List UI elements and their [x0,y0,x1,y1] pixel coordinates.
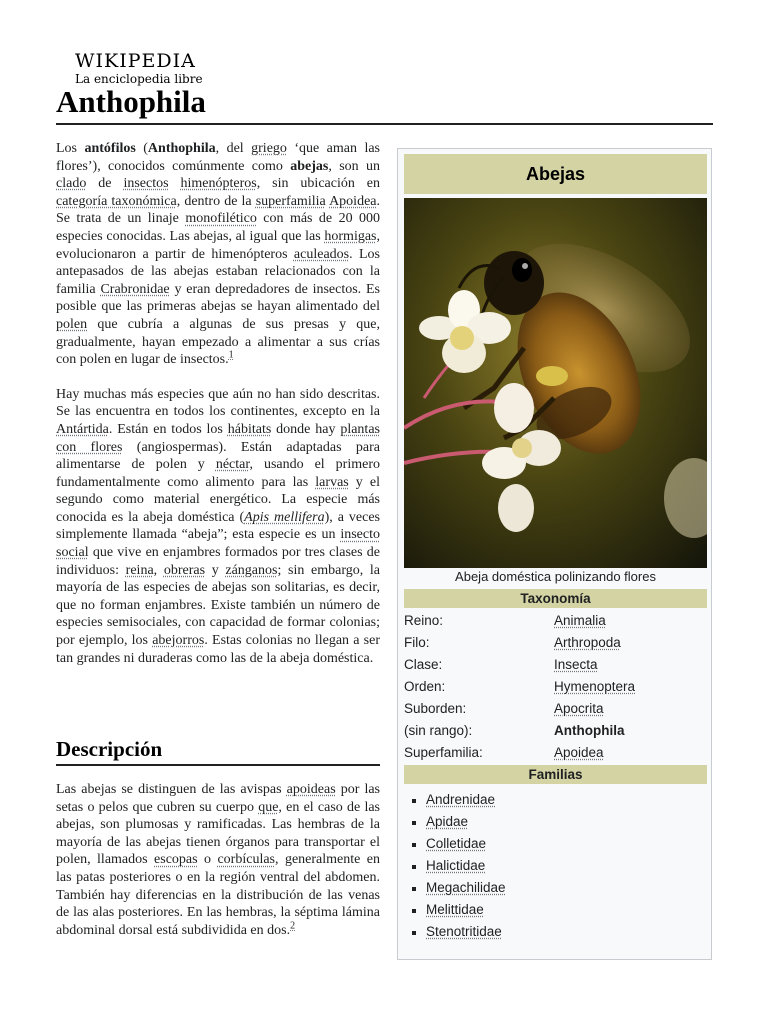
taxonomy-rank: Filo: [404,635,430,650]
intro-paragraph-1 [56,140,380,369]
taxobox-title: Abejas [404,154,707,194]
article-link[interactable]: griego [251,141,287,156]
article-link[interactable]: zánganos [225,562,278,578]
article-link[interactable]: clado [56,176,87,192]
article-link[interactable]: corbículas [217,852,275,868]
taxonomy-row [404,610,707,632]
title-divider [56,123,713,125]
article-link[interactable]: Apis mellifera [244,509,325,525]
taxonomy-rank: Superfamilia: [404,745,483,760]
article-link[interactable]: Crabronidae [100,281,170,297]
reference-link[interactable]: 1 [228,349,234,361]
photo-caption: Abeja doméstica polinizando flores [455,569,656,584]
text-run: y eran depredadores de insectos. Es posible que las primeras abejas se hayan alimentado del [56,281,380,315]
article-link[interactable]: plantas con flores [56,421,380,455]
taxonomy-value[interactable]: Hymenoptera [554,679,636,694]
text-run: por las setas o pelos que cubren su cuerpo [56,782,380,815]
description-paragraph-1 [56,781,380,939]
text-run: , generalmente en las patas posteriores o en la región ventral del abdomen. También hay diferencias en la distribución de las venas de las alas posteriores. En las hembras, la séptima lámina abdominal dorsal está subdividida en dos. [56,852,380,938]
family-link[interactable]: Halictidae [426,858,486,873]
text-run: donde hay [271,421,341,437]
text-run: que vive en enjambres formados por tres clases de individuos: [56,545,380,578]
article-link[interactable]: néctar [215,457,250,473]
taxonomy-value[interactable]: Apoidea [554,745,604,760]
article-link[interactable]: aculeados [293,246,350,262]
families-header: Familias [404,765,707,784]
text-run: , son un [328,158,380,174]
article-link[interactable]: escopas [154,852,198,868]
wikipedia-logo[interactable] [75,50,205,86]
taxonomy-row [404,698,707,720]
family-item [408,833,506,855]
taxonomy-rank: Suborden: [404,701,467,716]
family-link[interactable]: Apidae [426,814,469,829]
family-item [408,789,506,811]
logo-tagline: La enciclopedia libre [75,72,203,86]
families-list [408,789,506,943]
article-link[interactable]: hormigas [324,228,377,244]
intro-paragraph-2 [56,386,380,668]
intro-text [56,140,380,667]
text-run: que cubría a algunas de sus presas y que, gradualmente, hayan empezado a alimentar a sus crías con polen en lugar de insectos. [56,316,380,368]
text-run: . Se trata de un linaje [56,193,380,227]
taxonomy-row [404,720,707,742]
taxonomy-row [404,654,707,676]
taxonomy-rank: Reino: [404,613,444,628]
family-item [408,855,506,877]
text-run: , dentro de la [176,193,256,209]
article-link[interactable]: superfamilia [255,193,326,209]
text-run: , [153,562,164,578]
bold-term: Anthophila [147,141,216,156]
family-link[interactable]: Stenotritidae [426,924,502,939]
taxonomy-value[interactable]: Animalia [554,613,606,628]
text-run: , sin ubicación en [256,176,381,192]
article-link[interactable]: larvas [315,474,349,490]
text-run: (angiospermas). Están adaptadas para alimentarse de polen y [56,439,380,473]
article-link[interactable]: insectos [123,176,169,192]
taxonomy-value[interactable]: Insecta [554,657,598,672]
text-run: Las abejas se distinguen de las avispas [56,782,287,797]
family-item [408,811,506,833]
text-run: ‘que aman las flores’), conocidos comúnmente como [56,141,381,174]
article-link[interactable]: Apoidea [329,193,377,209]
article-link[interactable]: monofilético [185,211,257,227]
text-run: , en el caso de las abejas, son plumosas y ramificadas. Las hembras de la mayoría de las abejas tienen órganos para transportar el polen, llamados [56,799,380,868]
article-link[interactable]: reina [125,562,154,578]
text-run: y [205,562,226,578]
family-link[interactable]: Megachilidae [426,880,506,895]
text-run: de [86,176,124,192]
text-run: y el segundo como material energético. La especie más conocida es la abeja doméstica ( [56,474,380,525]
article-link[interactable]: insecto social [56,527,380,561]
text-run: Los [56,141,85,156]
family-item [408,877,506,899]
article-link[interactable]: obreras [163,562,206,578]
taxonomy-rank: Orden: [404,679,446,694]
text-run: , usando el primero fundamentalmente como alimento para las [56,457,381,490]
bee-image [404,198,707,568]
taxonomy-value[interactable]: Apocrita [554,701,604,716]
family-link[interactable]: Melittidae [426,902,484,917]
text-run: , evolucionaron a partir de himenópteros [56,228,380,262]
reference-link[interactable]: 2 [290,920,296,932]
text-run: ), a veces simplemente llamada “abeja”; esta especie es un [56,509,381,543]
text-run [169,176,181,191]
page-title: Anthophila [56,84,206,119]
article-link[interactable]: hábitats [227,421,272,437]
text-run: ; sin embargo, la mayoría de las especies de abejas son solitarias, es decir, que no forman enjambres. Existe también un número de especies semisociales, con capacidad de formar colonias; por ejemplo, los [56,562,380,649]
article-link[interactable]: que [258,799,279,815]
bold-term: antófilos [84,141,136,156]
bee-photo[interactable] [404,198,707,568]
section-heading-descripcion: Descripción [56,737,163,761]
article-link[interactable]: categoría taxonómica [56,193,177,209]
text-run: Hay muchas más especies que aún no han sido descritas. Se las encuentra en todos los continentes, excepto en la [56,386,380,420]
taxonomy-row [404,676,707,698]
taxonomy-value[interactable]: Arthropoda [554,635,621,650]
article-link[interactable]: himenópteros [180,176,257,192]
taxonomy-row [404,742,707,764]
family-link[interactable]: Andrenidae [426,792,496,807]
family-item [408,899,506,921]
logo-wordmark: WIKIPEDIA [75,50,196,72]
taxonomy-row [404,632,707,654]
text-run: ( [135,141,148,156]
article-link[interactable]: apoideas [286,782,336,797]
text-run: . Estas colonias no llegan a ser tan grandes ni duraderas como las de la abeja doméstica. [56,633,380,666]
text-run: o [197,852,218,868]
family-link[interactable]: Colletidae [426,836,487,851]
text-run: . Los antepasados de las abejas estaban relacionados con la familia [56,246,380,297]
text-run: , del [215,141,252,156]
section-divider [56,764,380,766]
description-text [56,781,380,939]
bold-term: abejas [290,158,329,174]
article-link[interactable]: Antártida [56,421,109,437]
text-run: con más de 20 000 especies conocidas. Las abejas, al igual que las [56,211,380,244]
taxobox [397,148,712,960]
text-run: . Están en todos los [108,421,228,437]
taxonomy-header: Taxonomía [404,589,707,608]
taxonomy-value: Anthophila [554,723,625,738]
article-link[interactable]: abejorros [152,633,205,649]
family-item [408,921,506,943]
article-link[interactable]: polen [56,316,88,332]
taxonomy-rank: (sin rango): [404,723,473,738]
taxonomy-rank: Clase: [404,657,443,672]
